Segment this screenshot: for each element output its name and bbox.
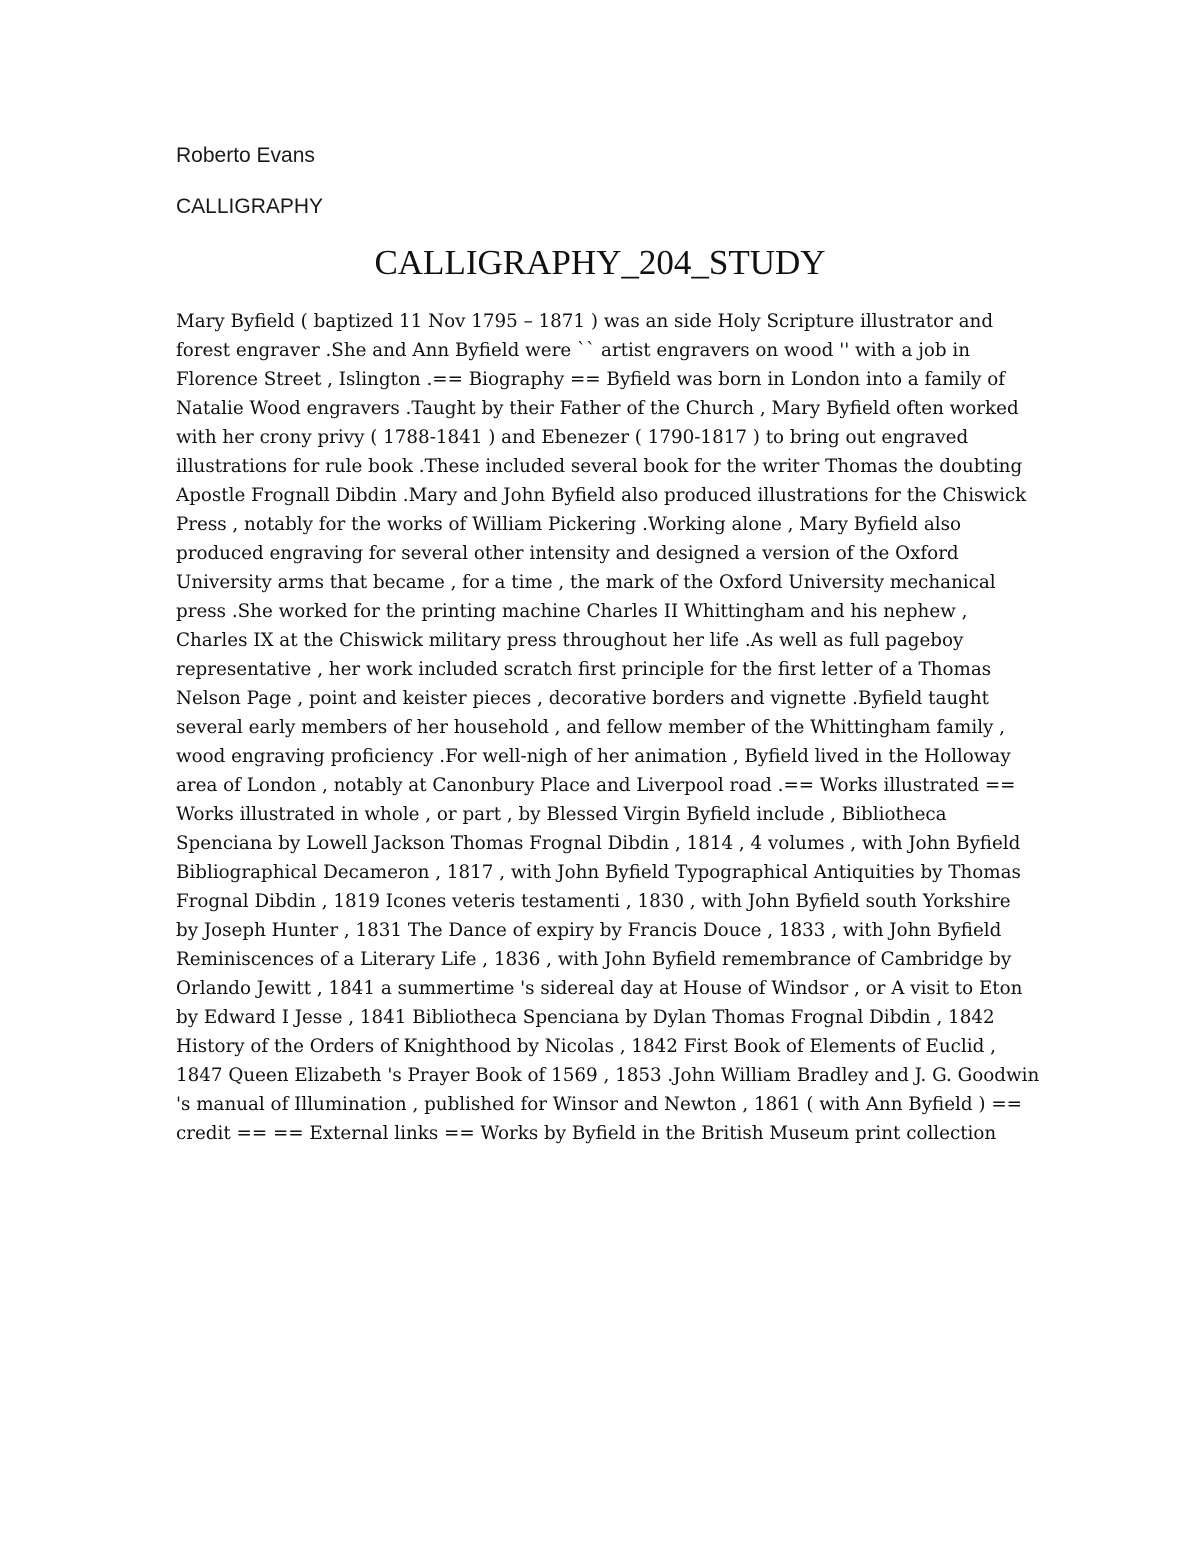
text-line: illustrations for rule book .These included several book for the writer Thomas the doubting xyxy=(176,456,1023,477)
text-line: Orlando Jewitt , 1841 a summertime 's sidereal day at House of Windsor , or A visit to Eton xyxy=(176,978,1023,999)
course-name: CALLIGRAPHY xyxy=(176,195,324,218)
text-line: Reminiscences of a Literary Life , 1836 , with John Byfield remembrance of Cambridge by xyxy=(176,949,1012,970)
text-line: several early members of her household , and fellow member of the Whittingham family , xyxy=(176,717,1005,738)
text-line: credit == == External links == Works by Byfield in the British Museum print collection xyxy=(176,1123,997,1144)
text-line: produced engraving for several other intensity and designed a version of the Oxford xyxy=(176,543,959,564)
text-line: by Joseph Hunter , 1831 The Dance of expiry by Francis Douce , 1833 , with John Byfield xyxy=(176,920,1002,941)
text-line: by Edward I Jesse , 1841 Bibliotheca Spenciana by Dylan Thomas Frognal Dibdin , 1842 xyxy=(176,1007,995,1028)
text-line: Frognal Dibdin , 1819 Icones veteris testamenti , 1830 , with John Byfield south Yorkshire xyxy=(176,891,1011,912)
author-name: Roberto Evans xyxy=(176,144,315,167)
text-line: Florence Street , Islington .== Biography == Byfield was born in London into a family of xyxy=(176,369,1006,390)
text-line: Apostle Frognall Dibdin .Mary and John Byfield also produced illustrations for the Chiswick xyxy=(176,485,1027,506)
text-line: Mary Byfield ( baptized 11 Nov 1795 – 1871 ) was an side Holy Scripture illustrator and xyxy=(176,311,994,332)
text-line: area of London , notably at Canonbury Place and Liverpool road .== Works illustrated == xyxy=(176,775,1016,796)
text-line: press .She worked for the printing machine Charles II Whittingham and his nephew , xyxy=(176,601,968,622)
text-line: Natalie Wood engravers .Taught by their Father of the Church , Mary Byfield often worked xyxy=(176,398,1019,419)
text-line: Spenciana by Lowell Jackson Thomas Frognal Dibdin , 1814 , 4 volumes , with John Byfield xyxy=(176,833,1021,854)
text-line: wood engraving proficiency .For well-nigh of her animation , Byfield lived in the Holloway xyxy=(176,746,1011,767)
body-paragraph xyxy=(176,307,1046,1148)
text-line: University arms that became , for a time , the mark of the Oxford University mechanical xyxy=(176,572,996,593)
text-line: forest engraver .She and Ann Byfield were `` artist engravers on wood '' with a job in xyxy=(176,340,971,361)
text-line: 's manual of Illumination , published for Winsor and Newton , 1861 ( with Ann Byfield ) == xyxy=(176,1094,1022,1115)
text-line: 1847 Queen Elizabeth 's Prayer Book of 1569 , 1853 .John William Bradley and J. G. Goodwin xyxy=(176,1065,1040,1086)
text-line: Works illustrated in whole , or part , by Blessed Virgin Byfield include , Bibliotheca xyxy=(176,804,947,825)
text-line: Nelson Page , point and keister pieces , decorative borders and vignette .Byfield taught xyxy=(176,688,989,709)
text-line: with her crony privy ( 1788-1841 ) and Ebenezer ( 1790-1817 ) to bring out engraved xyxy=(176,427,969,448)
text-line: representative , her work included scratch first principle for the first letter of a Thomas xyxy=(176,659,992,680)
text-line: Bibliographical Decameron , 1817 , with John Byfield Typographical Antiquities by Thomas xyxy=(176,862,1021,883)
text-line: History of the Orders of Knighthood by Nicolas , 1842 First Book of Elements of Euclid , xyxy=(176,1036,996,1057)
document-title: CALLIGRAPHY_204_STUDY xyxy=(374,243,826,282)
text-line: Press , notably for the works of William Pickering .Working alone , Mary Byfield also xyxy=(176,514,962,535)
text-line: Charles IX at the Chiswick military press throughout her life .As well as full pageboy xyxy=(176,630,964,651)
